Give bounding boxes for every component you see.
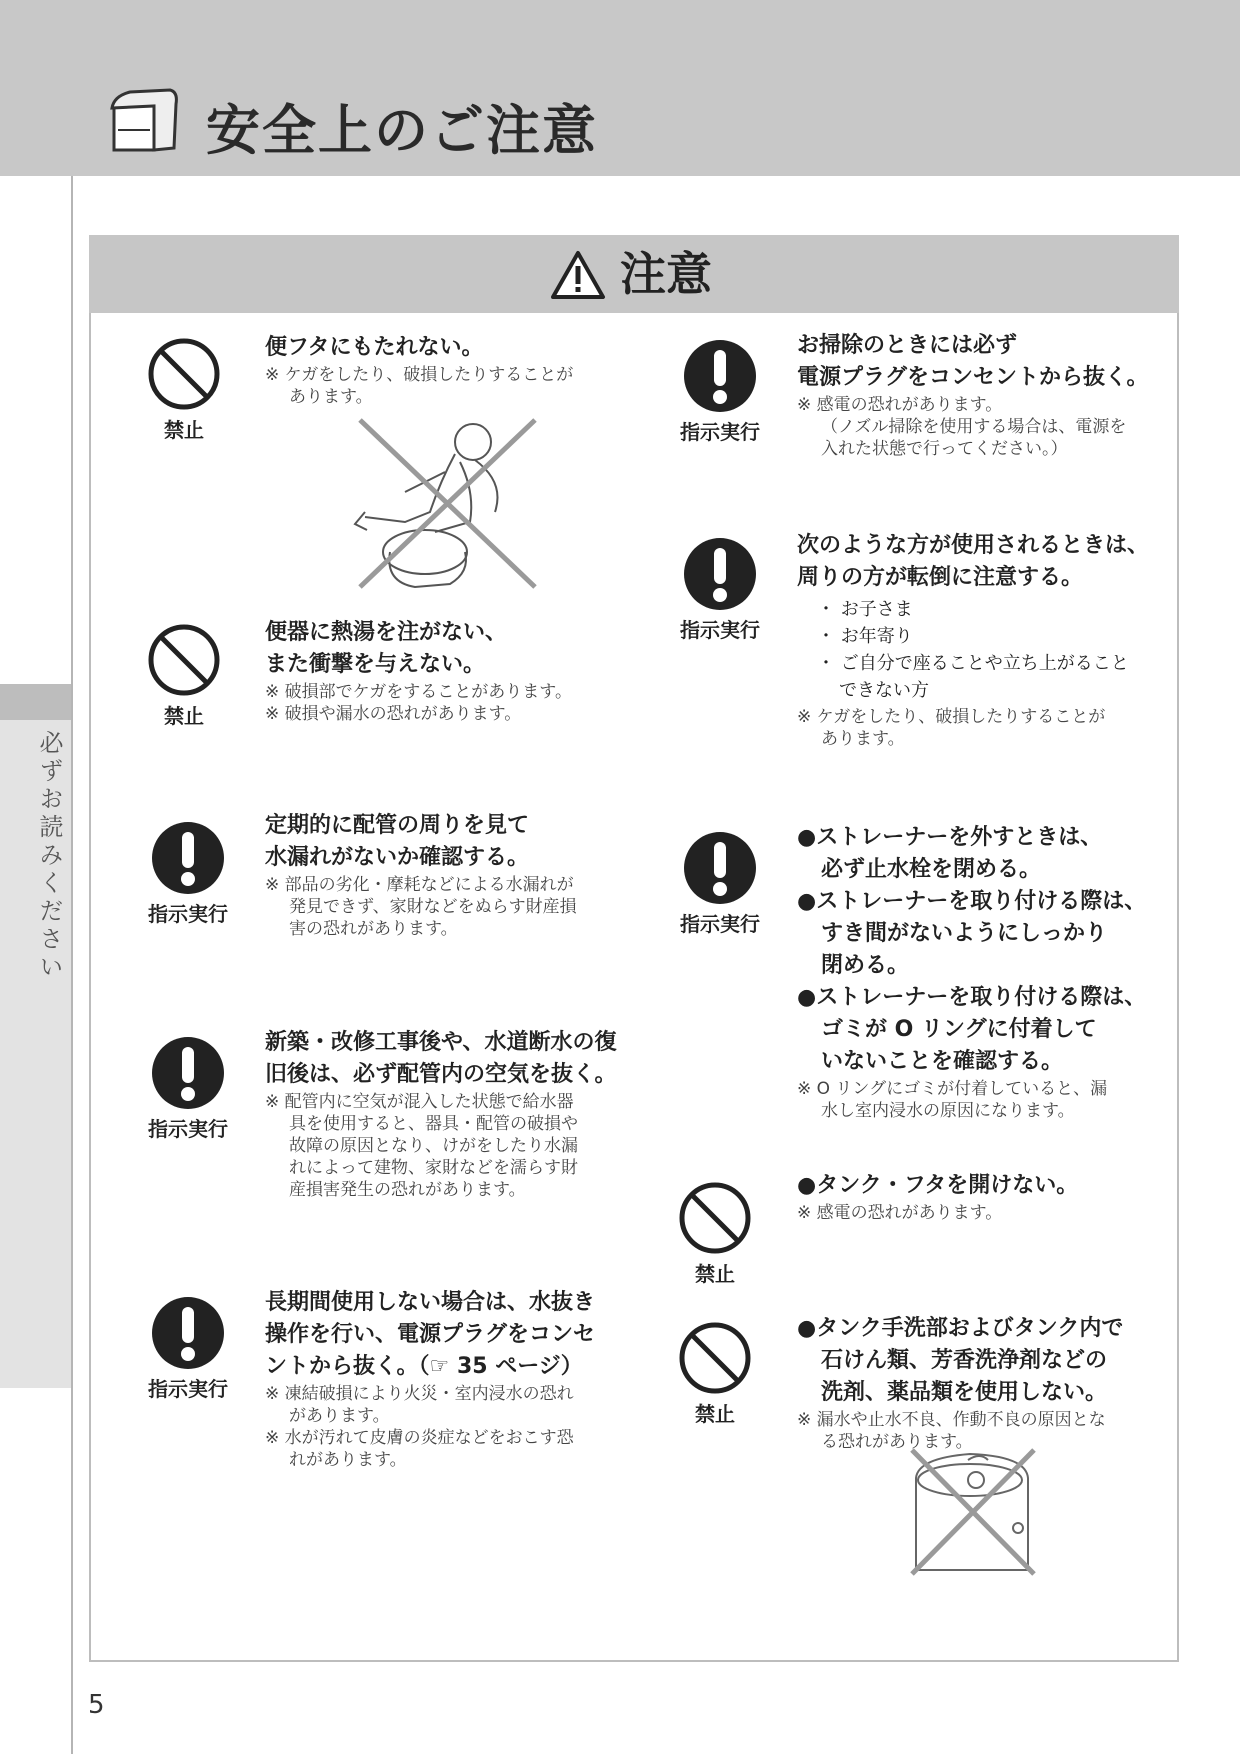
item-title: ントから抜く。（☞ 35 ページ） bbox=[265, 1354, 583, 1379]
left-item-3 bbox=[265, 810, 577, 940]
right-item-3 bbox=[797, 822, 1146, 1122]
exclamation-icon bbox=[150, 820, 226, 896]
item-title: 電源プラグをコンセントから抜く。 bbox=[797, 365, 1149, 390]
item-note: ※ 部品の劣化・摩耗などによる水漏れが bbox=[265, 875, 574, 895]
item-note: （ノズル掃除を使用する場合は、電源を bbox=[821, 417, 1127, 437]
item-note: ※ 破損部でケガをすることがあります。 bbox=[265, 682, 572, 702]
item-note: 産損害発生の恐れがあります。 bbox=[289, 1180, 526, 1200]
prohibited-symbol bbox=[675, 1320, 755, 1427]
item-note: ※ 感電の恐れがあります。 bbox=[797, 1203, 1003, 1223]
item-note: あります。 bbox=[289, 387, 373, 407]
list-item: ・ お年寄り bbox=[817, 626, 913, 647]
tank-illustration bbox=[908, 1448, 1038, 1578]
mandatory-symbol bbox=[680, 338, 760, 445]
item-title: 必ず止水栓を閉める。 bbox=[821, 857, 1042, 882]
item-title: 旧後は、必ず配管内の空気を抜く。 bbox=[265, 1062, 617, 1087]
item-title: すき間がないようにしっかり bbox=[821, 921, 1108, 946]
item-title: また衝撃を与えない。 bbox=[265, 652, 486, 677]
item-title: 閉める。 bbox=[821, 953, 910, 978]
item-note: る恐れがあります。 bbox=[821, 1432, 973, 1452]
item-note: 害の恐れがあります。 bbox=[289, 919, 458, 939]
prohibited-symbol bbox=[675, 1180, 755, 1287]
exclamation-icon bbox=[150, 1295, 226, 1371]
exclamation-icon bbox=[150, 1035, 226, 1111]
item-note: れによって建物、家財などを濡らす財 bbox=[289, 1158, 578, 1178]
right-item-2 bbox=[797, 530, 1149, 750]
page-header bbox=[0, 0, 1240, 176]
item-title: ●ストレーナーを取り付ける際は、 bbox=[797, 985, 1147, 1010]
left-item-2 bbox=[265, 617, 572, 725]
prohibited-label: 禁止 bbox=[164, 704, 204, 728]
item-title: 操作を行い、電源プラグをコンセ bbox=[265, 1322, 596, 1347]
prohibited-symbol bbox=[144, 622, 224, 729]
item-note: ※ 漏水や止水不良、作動不良の原因とな bbox=[797, 1410, 1106, 1430]
mandatory-label: 指示実行 bbox=[680, 618, 760, 642]
mandatory-symbol bbox=[680, 536, 760, 643]
item-note: ※ 凍結破損により火災・室内浸水の恐れ bbox=[265, 1384, 574, 1404]
side-tab-label: 必ずお読みください bbox=[35, 730, 63, 982]
item-note: ※ 配管内に空気が混入した状態で給水器 bbox=[265, 1092, 574, 1112]
prohibition-icon bbox=[677, 1320, 753, 1396]
bullet-list bbox=[797, 596, 1149, 704]
margin-line bbox=[71, 176, 73, 1754]
item-note: ※ O リングにゴミが付着していると、漏 bbox=[797, 1079, 1108, 1099]
item-title: 便器に熱湯を注がない、 bbox=[265, 620, 508, 645]
item-note: あります。 bbox=[821, 729, 905, 749]
mandatory-label: 指示実行 bbox=[148, 1377, 228, 1401]
item-title: いないことを確認する。 bbox=[821, 1049, 1064, 1074]
caution-title: 注意 bbox=[620, 247, 712, 301]
item-title: 次のような方が使用されるときは、 bbox=[797, 533, 1150, 558]
exclamation-icon bbox=[682, 338, 758, 414]
mandatory-label: 指示実行 bbox=[680, 912, 760, 936]
item-note: ※ 水が汚れて皮膚の炎症などをおこす恐 bbox=[265, 1428, 574, 1448]
exclamation-icon bbox=[682, 830, 758, 906]
item-note: 入れた状態で行ってください。） bbox=[821, 439, 1068, 459]
item-title: ●タンク・フタを開けない。 bbox=[797, 1173, 1079, 1198]
prohibition-icon bbox=[677, 1180, 753, 1256]
mandatory-symbol bbox=[148, 820, 228, 927]
item-note: 故障の原因となり、けがをしたり水漏 bbox=[289, 1136, 578, 1156]
item-note: ※ ケガをしたり、破損したりすることが bbox=[797, 707, 1106, 727]
item-note: れがあります。 bbox=[289, 1450, 407, 1470]
item-note: ※ 破損や漏水の恐れがあります。 bbox=[265, 704, 522, 724]
item-note: ※ ケガをしたり、破損したりすることが bbox=[265, 365, 574, 385]
prohibited-label: 禁止 bbox=[695, 1402, 735, 1426]
left-item-4 bbox=[265, 1027, 617, 1201]
page-number: 5 bbox=[88, 1690, 105, 1720]
list-item: ・ ご自分で座ることや立ち上がること bbox=[817, 653, 1129, 674]
item-note: があります。 bbox=[289, 1406, 390, 1426]
right-item-1 bbox=[797, 330, 1149, 460]
prohibited-label: 禁止 bbox=[695, 1262, 735, 1286]
warning-triangle-icon bbox=[549, 249, 607, 301]
mandatory-label: 指示実行 bbox=[148, 1117, 228, 1141]
item-note: 具を使用すると、器具・配管の破損や bbox=[289, 1114, 578, 1134]
prohibition-icon bbox=[146, 622, 222, 698]
left-item-5 bbox=[265, 1287, 595, 1471]
item-title: ゴミが O リングに付着して bbox=[821, 1017, 1097, 1042]
side-tab-band bbox=[0, 684, 71, 720]
list-item: できない方 bbox=[839, 680, 929, 701]
leaning-on-lid-illustration bbox=[345, 412, 540, 592]
mandatory-label: 指示実行 bbox=[148, 902, 228, 926]
item-title: 水漏れがないか確認する。 bbox=[265, 845, 530, 870]
item-note: ※ 感電の恐れがあります。 bbox=[797, 395, 1003, 415]
item-title: 洗剤、薬品類を使用しない。 bbox=[821, 1380, 1108, 1405]
item-title: 長期間使用しない場合は、水抜き bbox=[265, 1290, 596, 1315]
item-note: 水し室内浸水の原因になります。 bbox=[821, 1101, 1075, 1121]
item-title: ●タンク手洗部およびタンク内で bbox=[797, 1316, 1124, 1341]
prohibited-symbol bbox=[144, 336, 224, 443]
mandatory-symbol bbox=[680, 830, 760, 937]
left-item-1 bbox=[265, 332, 573, 408]
item-title: ●ストレーナーを外すときは、 bbox=[797, 825, 1103, 850]
toilet-icon bbox=[108, 86, 184, 158]
item-title: 便フタにもたれない。 bbox=[265, 335, 484, 360]
item-title: ●ストレーナーを取り付ける際は、 bbox=[797, 889, 1147, 914]
page-title: 安全上のご注意 bbox=[206, 99, 598, 162]
prohibited-label: 禁止 bbox=[164, 418, 204, 442]
item-note: 発見できず、家財などをぬらす財産損 bbox=[289, 897, 577, 917]
mandatory-label: 指示実行 bbox=[680, 420, 760, 444]
mandatory-symbol bbox=[148, 1035, 228, 1142]
right-item-4 bbox=[797, 1170, 1078, 1224]
item-title: 周りの方が転倒に注意する。 bbox=[797, 565, 1084, 590]
right-item-5 bbox=[797, 1313, 1123, 1453]
prohibition-icon bbox=[146, 336, 222, 412]
list-item: ・ お子さま bbox=[817, 599, 913, 620]
item-title: 定期的に配管の周りを見て bbox=[265, 813, 530, 838]
item-title: 石けん類、芳香洗浄剤などの bbox=[821, 1348, 1108, 1373]
exclamation-icon bbox=[682, 536, 758, 612]
item-title: お掃除のときには必ず bbox=[797, 333, 1018, 358]
mandatory-symbol bbox=[148, 1295, 228, 1402]
item-title: 新築・改修工事後や、水道断水の復 bbox=[265, 1030, 617, 1055]
